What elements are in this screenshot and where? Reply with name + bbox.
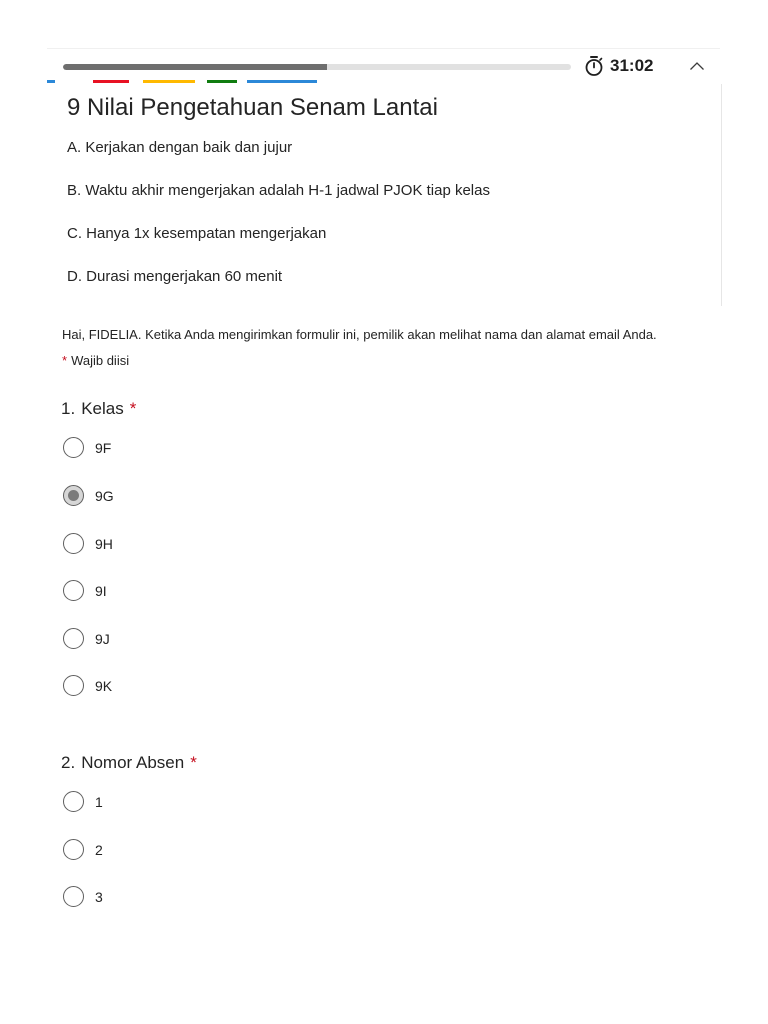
option-label: 9J xyxy=(95,630,110,647)
banner-segment xyxy=(207,80,237,83)
description-line: A. Kerjakan dengan baik dan jujur xyxy=(67,139,293,156)
question-text: Nomor Absen xyxy=(81,753,185,772)
progress-bar-fill xyxy=(63,64,327,70)
banner-segment xyxy=(93,80,129,83)
radio-button[interactable] xyxy=(63,675,84,696)
option-3[interactable] xyxy=(63,886,103,907)
question-number: 1. xyxy=(61,399,76,418)
identity-notice: Hai, FIDELIA. Ketika Anda mengirimkan formulir ini, pemilik akan melihat nama dan alamat email Anda. xyxy=(62,327,657,342)
top-bar xyxy=(47,48,720,84)
question-number: 2. xyxy=(61,753,76,772)
timer xyxy=(584,55,653,77)
radio-button[interactable] xyxy=(63,886,84,907)
description-line: D. Durasi mengerjakan 60 menit xyxy=(67,268,283,285)
description-line: B. Waktu akhir mengerjakan adalah H-1 jadwal PJOK tiap kelas xyxy=(67,182,490,199)
option-9h[interactable] xyxy=(63,533,113,554)
banner-strip xyxy=(47,80,317,83)
question-title xyxy=(61,399,136,419)
required-note xyxy=(62,353,129,368)
form-title: 9 Nilai Pengetahuan Senam Lantai xyxy=(67,94,438,121)
question-title xyxy=(61,753,197,773)
stopwatch-icon xyxy=(584,55,604,77)
radio-button[interactable] xyxy=(63,628,84,649)
required-star: * xyxy=(129,399,137,418)
option-9f[interactable] xyxy=(63,437,111,458)
option-label: 9H xyxy=(95,535,113,552)
timer-text: 31:02 xyxy=(610,56,654,75)
radio-button[interactable] xyxy=(63,791,84,812)
option-label: 2 xyxy=(95,841,103,858)
banner-segment xyxy=(47,80,55,83)
radio-button[interactable] xyxy=(63,533,84,554)
option-9g[interactable] xyxy=(63,485,114,506)
radio-button[interactable] xyxy=(63,580,84,601)
option-label: 3 xyxy=(95,888,103,905)
chevron-up-icon xyxy=(689,61,705,71)
option-9k[interactable] xyxy=(63,675,112,696)
option-1[interactable] xyxy=(63,791,103,812)
form-header xyxy=(47,84,722,306)
required-star: * xyxy=(190,753,197,772)
radio-button[interactable] xyxy=(63,485,84,506)
option-label: 1 xyxy=(95,793,103,810)
banner-segment xyxy=(143,80,195,83)
required-star: * xyxy=(62,353,68,368)
option-2[interactable] xyxy=(63,839,103,860)
option-label: 9F xyxy=(95,439,112,456)
radio-button[interactable] xyxy=(63,839,84,860)
collapse-button[interactable] xyxy=(687,57,707,75)
option-label: 9G xyxy=(95,487,114,504)
option-label: 9K xyxy=(95,677,113,694)
option-9i[interactable] xyxy=(63,580,107,601)
banner-segment xyxy=(247,80,317,83)
progress-bar xyxy=(63,64,571,70)
description-line: C. Hanya 1x kesempatan mengerjakan xyxy=(67,225,327,242)
required-label: Wajib diisi xyxy=(71,353,130,368)
option-label: 9I xyxy=(95,582,107,599)
option-9j[interactable] xyxy=(63,628,110,649)
radio-button[interactable] xyxy=(63,437,84,458)
question-text: Kelas xyxy=(81,399,124,418)
